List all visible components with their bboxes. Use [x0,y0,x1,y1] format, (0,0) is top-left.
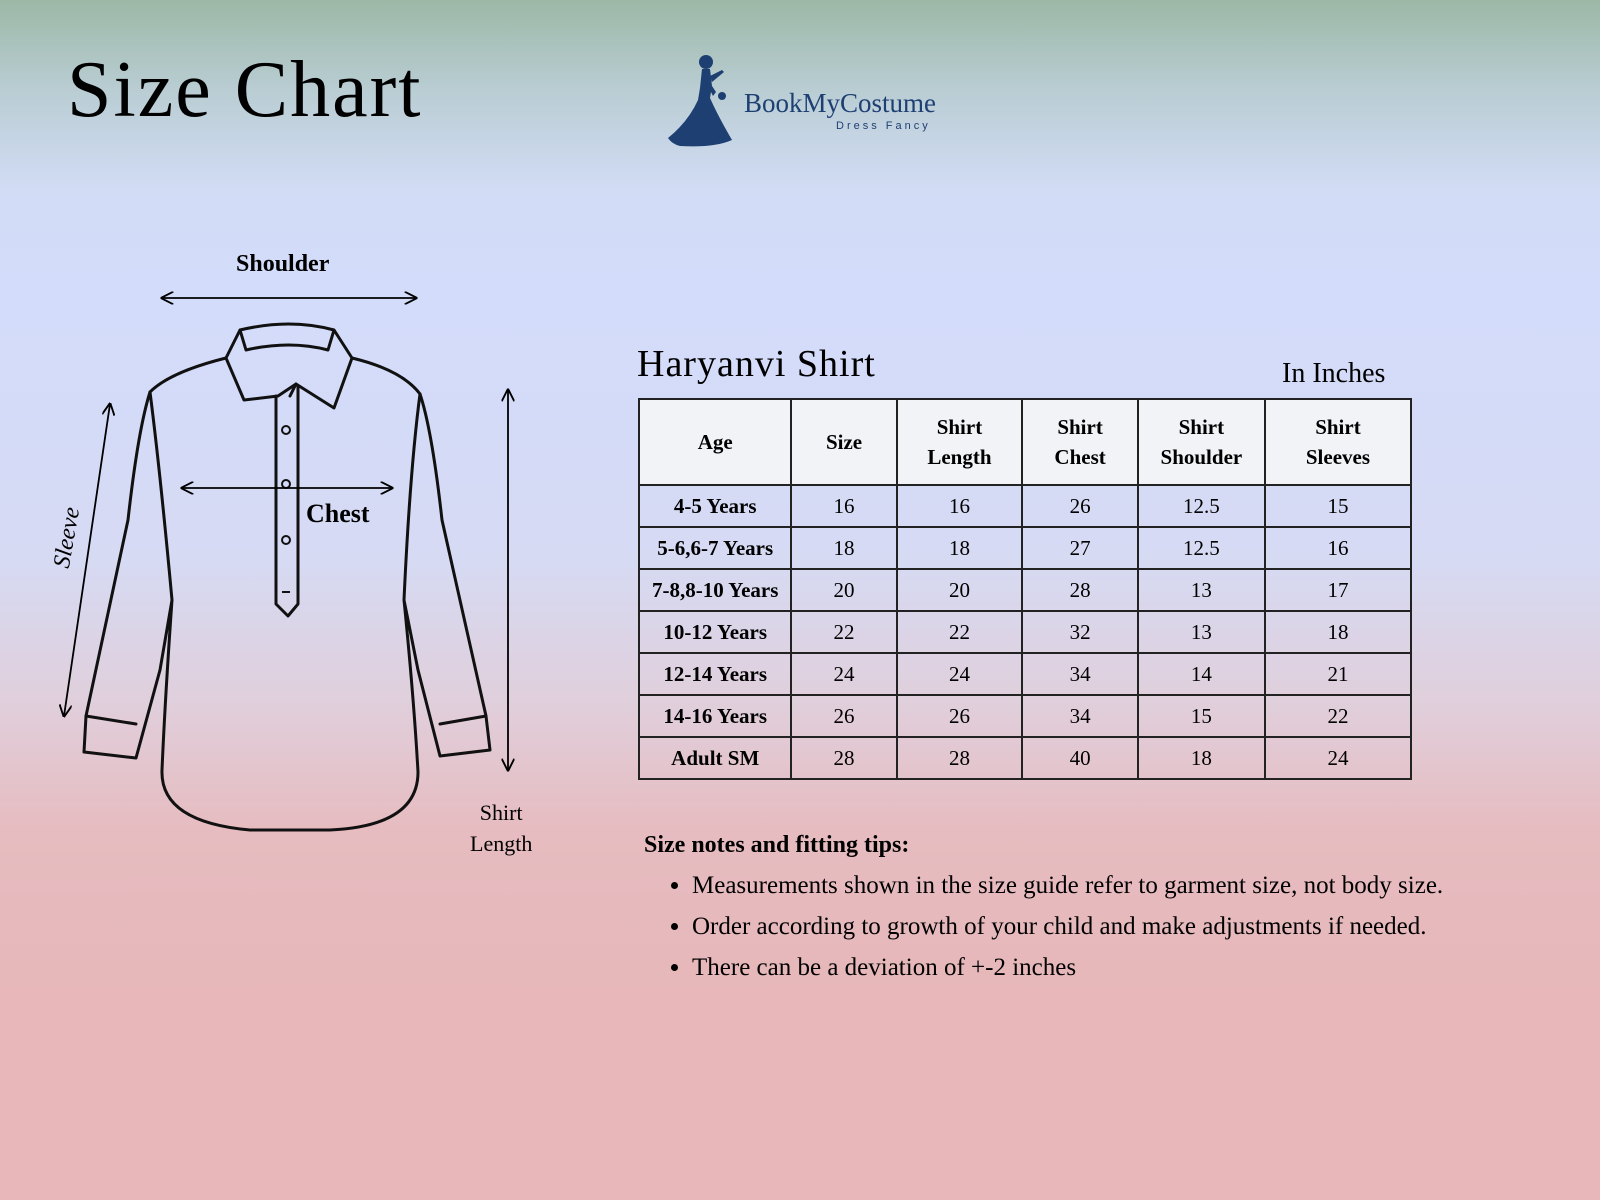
table-cell: 13 [1138,611,1265,653]
table-row [639,569,1411,611]
table-cell: 24 [791,653,896,695]
shirt-length-label-line1: Shirt [479,800,523,825]
logo-name: BookMyCostume [744,88,937,118]
sleeve-label: Sleeve [48,505,86,571]
table-cell: 34 [1022,653,1138,695]
header-shirt-length: Shirt Length [897,399,1023,485]
header-shirt-sleeves: Shirt Sleeves [1265,399,1411,485]
table-cell: 34 [1022,695,1138,737]
table-cell: 16 [897,485,1023,527]
brand-logo [666,52,946,152]
shirt-length-label-line2: Length [470,830,533,856]
table-cell: 15 [1265,485,1411,527]
table-row [639,527,1411,569]
table-row [639,737,1411,779]
header-age: Age [639,399,791,485]
table-cell: 18 [897,527,1023,569]
page-title: Size Chart [67,46,423,134]
chest-label: Chest [306,499,370,528]
shirt-diagram [0,0,600,900]
header-shirt-shoulder: Shirt Shoulder [1138,399,1265,485]
table-cell: 14 [1138,653,1265,695]
table-cell: 40 [1022,737,1138,779]
table-cell: 22 [791,611,896,653]
table-cell: 12.5 [1138,527,1265,569]
table-row [639,485,1411,527]
shirt-placket [276,386,298,616]
table-cell: 14-16 Years [639,695,791,737]
logo-tagline: Dress Fancy [836,120,931,132]
table-cell: 24 [897,653,1023,695]
table-cell: 20 [791,569,896,611]
table-row [639,611,1411,653]
note-item: • There can be a deviation of +-2 inches [692,947,1584,988]
table-cell: 28 [1022,569,1138,611]
table-cell: 4-5 Years [639,485,791,527]
size-notes [644,832,1584,988]
header-shirt-chest: Shirt Chest [1022,399,1138,485]
table-cell: 28 [897,737,1023,779]
table-cell: 17 [1265,569,1411,611]
table-cell: 7-8,8-10 Years [639,569,791,611]
table-cell: 21 [1265,653,1411,695]
table-cell: 26 [1022,485,1138,527]
table-cell: 32 [1022,611,1138,653]
notes-heading: Size notes and fitting tips: [644,832,910,858]
table-cell: 5-6,6-7 Years [639,527,791,569]
table-header-row [639,399,1411,485]
table-cell: Adult SM [639,737,791,779]
table-cell: 18 [1265,611,1411,653]
table-cell: 13 [1138,569,1265,611]
table-cell: 16 [1265,527,1411,569]
table-cell: 28 [791,737,896,779]
table-cell: 16 [791,485,896,527]
shirt-outline [84,358,490,830]
note-item: • Order according to growth of your child and make adjustments if needed. [692,906,1584,947]
table-cell: 10-12 Years [639,611,791,653]
units-label: In Inches [1282,358,1386,389]
table-row [639,653,1411,695]
shoulder-label: Shoulder [236,251,330,277]
table-cell: 27 [1022,527,1138,569]
table-cell: 18 [1138,737,1265,779]
notes-list [644,865,1584,988]
table-cell: 12.5 [1138,485,1265,527]
costume-figure-icon [666,52,746,152]
table-title: Haryanvi Shirt [637,343,876,385]
table-cell: 22 [897,611,1023,653]
note-item: • Measurements shown in the size guide refer to garment size, not body size. [692,865,1584,906]
table-row [639,695,1411,737]
table-cell: 22 [1265,695,1411,737]
size-table [638,398,1412,780]
header-size: Size [791,399,896,485]
table-cell: 15 [1138,695,1265,737]
table-cell: 24 [1265,737,1411,779]
table-cell: 26 [897,695,1023,737]
table-cell: 20 [897,569,1023,611]
shirt-length-label [470,798,532,860]
table-cell: 18 [791,527,896,569]
table-cell: 26 [791,695,896,737]
table-cell: 12-14 Years [639,653,791,695]
shirt-illustration [0,0,600,900]
